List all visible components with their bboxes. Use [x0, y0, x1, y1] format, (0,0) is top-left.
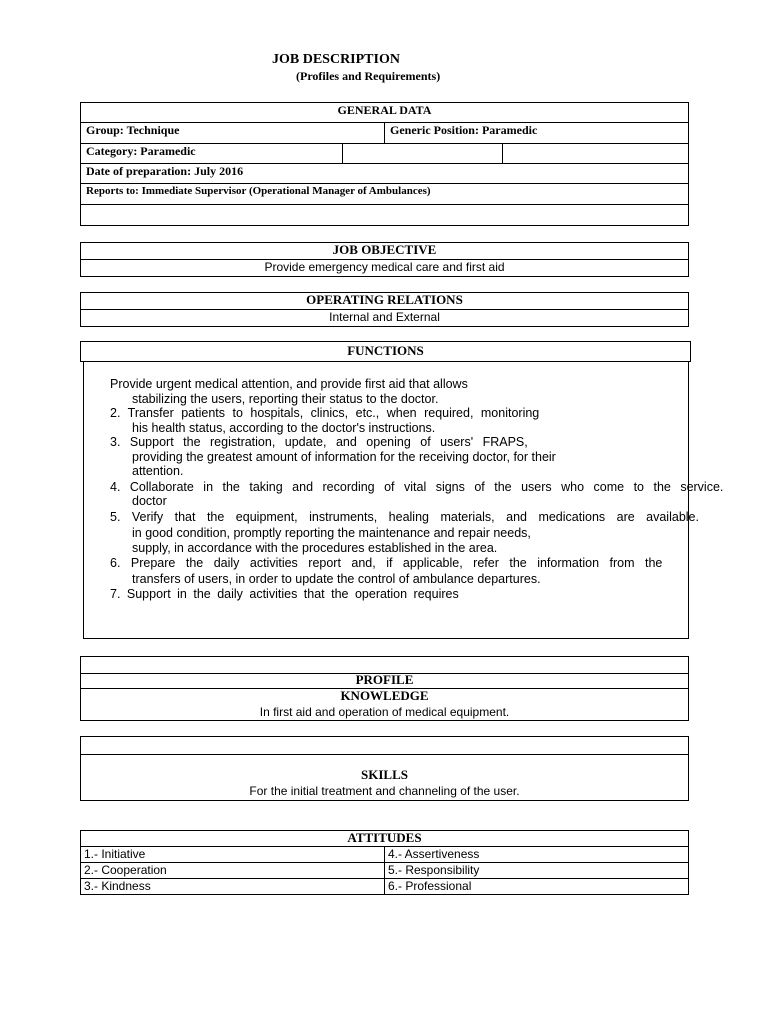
- function-line: providing the greatest amount of information for the receiving doctor, for their: [132, 450, 556, 464]
- function-line: Provide urgent medical attention, and provide first aid that allows: [110, 377, 468, 391]
- function-line: 7. Support in the daily activities that the operation requires: [110, 587, 459, 601]
- knowledge-text: In first aid and operation of medical equipment.: [259, 705, 510, 719]
- job-objective-header: JOB OBJECTIVE: [332, 242, 437, 257]
- function-line: attention.: [132, 464, 184, 478]
- job-objective-text: Provide emergency medical care and first aid: [264, 260, 505, 274]
- function-line: 3. Support the registration, update, and opening of users' FRAPS,: [110, 435, 528, 449]
- attitudes-header: ATTITUDES: [347, 830, 422, 845]
- group-field: Group: Technique: [86, 123, 180, 137]
- attitude-item: 6.- Professional: [388, 879, 472, 893]
- function-line: 6. Prepare the daily activities report and, if applicable, refer the information from the: [110, 556, 663, 570]
- general-data-header: GENERAL DATA: [337, 103, 432, 117]
- skills-header: SKILLS: [361, 767, 408, 782]
- attitude-item: 4.- Assertiveness: [388, 847, 480, 861]
- function-line: 4. Collaborate in the taking and recording of vital signs of the users who come to the service.: [110, 480, 724, 494]
- function-line: stabilizing the users, reporting their status to the doctor.: [132, 392, 439, 406]
- skills-text: For the initial treatment and channeling of the user.: [249, 784, 520, 798]
- function-line: 5. Verify that the equipment, instruments, healing materials, and medications are available.: [110, 510, 699, 524]
- generic-position-field: Generic Position: Paramedic: [390, 123, 538, 137]
- function-line: 2. Transfer patients to hospitals, clinics, etc., when required, monitoring: [110, 406, 540, 420]
- function-line: doctor: [132, 494, 167, 508]
- operating-relations-header: OPERATING RELATIONS: [306, 292, 463, 307]
- attitude-item: 1.- Initiative: [84, 847, 146, 861]
- function-line: his health status, according to the doctor's instructions.: [132, 421, 436, 435]
- function-line: supply, in accordance with the procedures established in the area.: [132, 541, 498, 555]
- attitude-item: 2.- Cooperation: [84, 863, 167, 877]
- date-of-preparation-field: Date of preparation: July 2016: [86, 164, 244, 178]
- function-line: in good condition, promptly reporting the maintenance and repair needs,: [132, 526, 531, 540]
- function-line: transfers of users, in order to update the control of ambulance departures.: [132, 572, 541, 586]
- functions-header: FUNCTIONS: [347, 343, 424, 358]
- operating-relations-text: Internal and External: [329, 310, 440, 324]
- knowledge-header: KNOWLEDGE: [340, 688, 429, 703]
- reports-to-field: Reports to: Immediate Supervisor (Operational Manager of Ambulances): [86, 185, 431, 197]
- category-field: Category: Paramedic: [86, 144, 196, 158]
- attitude-item: 3.- Kindness: [84, 879, 151, 893]
- page-subtitle: (Profiles and Requirements): [296, 69, 441, 83]
- attitude-item: 5.- Responsibility: [388, 863, 480, 877]
- page-title: JOB DESCRIPTION: [272, 52, 400, 67]
- profile-header: PROFILE: [355, 672, 414, 687]
